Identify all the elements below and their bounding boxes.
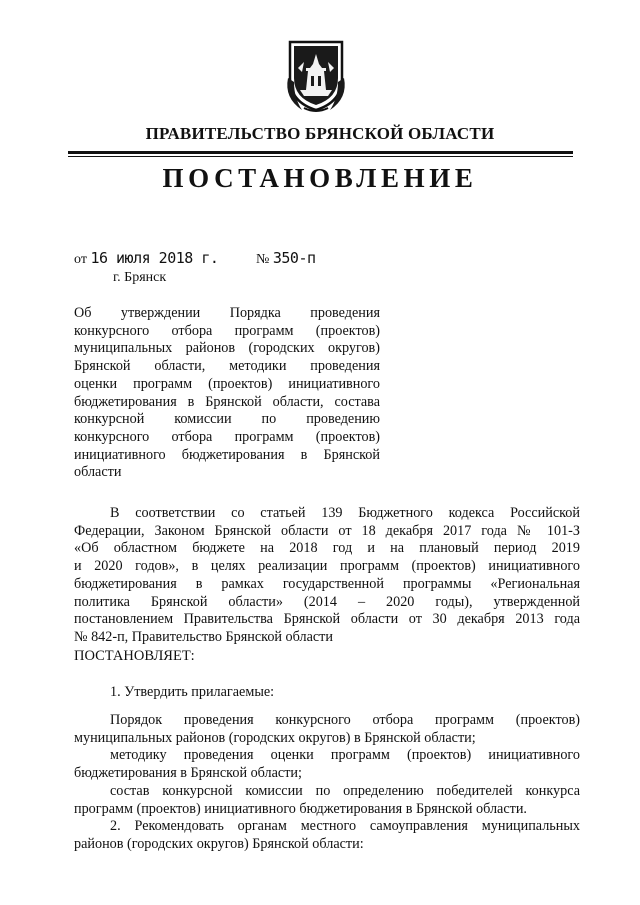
subject-line: Брянской области, методики проведения xyxy=(74,358,380,375)
resolves-heading: ПОСТАНОВЛЯЕТ: xyxy=(74,648,195,664)
item-line: методику проведения оценки программ (проектов) инициативного xyxy=(110,747,580,764)
preamble-line: Федерации, Законом Брянской области от 18 декабря 2017 года № 101-З xyxy=(74,522,580,539)
preamble-line: политика Брянской области» (2014 – 2020 годы), утвержденной xyxy=(74,593,580,610)
header-rule-thick xyxy=(68,151,573,154)
coat-of-arms-emblem xyxy=(284,38,348,114)
subject-line: муниципальных районов (городских округов) xyxy=(74,340,380,357)
document-date: 16 июля 2018 г. xyxy=(90,249,219,267)
subject-line: конкурсного отбора программ (проектов) xyxy=(74,428,380,445)
document-number: 350-п xyxy=(272,249,316,267)
item-line: состав конкурсной комиссии по определению победителей конкурса xyxy=(110,782,580,799)
preamble-paragraph xyxy=(74,505,580,647)
item-line: муниципальных районов (городских округов) в Брянской области; xyxy=(74,729,476,746)
item1-heading-block xyxy=(74,684,580,702)
preamble-line: В соответствии со статьей 139 Бюджетного кодекса Российской xyxy=(110,505,580,521)
number-prefix: № xyxy=(256,252,270,267)
subject-line: бюджетирования в Брянской области, состава xyxy=(74,393,380,410)
document-title: ПОСТАНОВЛЕНИЕ xyxy=(162,163,478,193)
preamble-line: бюджетирования в рамках государственной программы «Региональная xyxy=(74,575,580,592)
items-list xyxy=(74,712,580,854)
subject-line: Об утверждении Порядка проведения xyxy=(74,305,380,321)
subject-line: оценки программ (проектов) инициативного xyxy=(74,375,380,392)
item-line: Порядок проведения конкурсного отбора программ (проектов) xyxy=(110,712,580,728)
preamble-line: постановлением Правительства Брянской области от 30 декабря 2013 года xyxy=(74,611,580,628)
preamble-line: «Об областном бюджете на 2018 год и на плановый период 2019 xyxy=(74,540,580,557)
item-line: программ (проектов) инициативного бюджетирования в Брянской области. xyxy=(74,800,527,817)
date-number-line xyxy=(74,249,316,268)
preamble-line: № 842-п, Правительство Брянской области xyxy=(74,628,333,645)
item1-heading: 1. Утвердить прилагаемые: xyxy=(110,684,275,700)
subject-line: области xyxy=(74,464,122,481)
item-line: районов (городских округов) Брянской области: xyxy=(74,835,364,852)
item-line: 2. Рекомендовать органам местного самоуправления муниципальных xyxy=(110,818,580,835)
subject-line: конкурсного отбора программ (проектов) xyxy=(74,322,380,339)
item-line: бюджетирования в Брянской области; xyxy=(74,765,302,782)
header-rule-thin xyxy=(68,156,573,157)
subject-line: конкурсной комиссии по проведению xyxy=(74,411,380,428)
subject-line: инициативного бюджетирования в Брянской xyxy=(74,446,380,463)
city-label: г. Брянск xyxy=(113,270,167,285)
preamble-line: и 2020 годов», в целях реализации программ (проектов) инициативного xyxy=(74,558,580,575)
government-heading: ПРАВИТЕЛЬСТВО БРЯНСКОЙ ОБЛАСТИ xyxy=(145,124,495,143)
date-prefix: от xyxy=(74,252,87,267)
subject-block xyxy=(74,305,380,482)
